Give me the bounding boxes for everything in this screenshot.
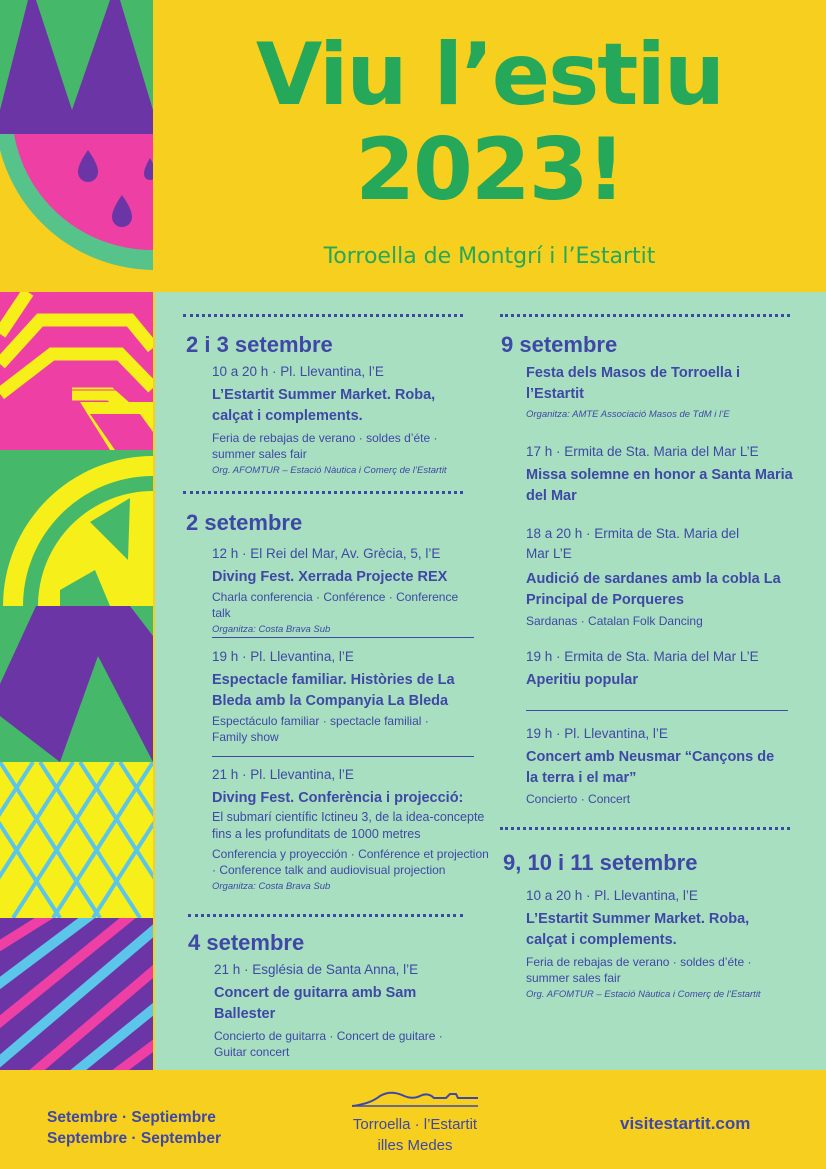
- event-title: Missa solemne en honor a Santa Maria del Mar: [526, 467, 793, 504]
- day-title: 4 setembre: [188, 930, 305, 955]
- dotted-divider: [188, 914, 463, 917]
- website-link[interactable]: visitestartit.com: [620, 1114, 751, 1133]
- event-organizer: Org. AFOMTUR – Estació Nàutica i Comerç de l’Estartit: [526, 989, 761, 1000]
- event-separator: [212, 637, 474, 638]
- event-title: Audició de sardanes amb la cobla La Principal de Porqueres: [526, 571, 781, 608]
- event-time: 19 h · Ermita de Sta. Maria del Mar L’E: [526, 649, 759, 664]
- event-item: [212, 649, 487, 745]
- decorative-strip: [0, 0, 153, 1070]
- poster-footer: [0, 1070, 826, 1169]
- dotted-divider: [500, 827, 790, 830]
- event-organizer: Organitza: AMTE Associació Masos de TdM i l’E: [526, 409, 730, 420]
- day-title: 2 i 3 setembre: [186, 332, 333, 357]
- event-organizer: Organitza: Costa Brava Sub: [212, 881, 331, 892]
- day-title: 9 setembre: [501, 332, 618, 357]
- event-time: 19 h · Pl. Llevantina, l’E: [526, 726, 668, 741]
- striped-umbrella-illustration: [0, 292, 153, 450]
- day-title: 9, 10 i 11 setembre: [503, 850, 698, 875]
- logo-line-1: Torroella · l’Estartit: [352, 1116, 478, 1133]
- event-item: [212, 546, 474, 635]
- event-title: Diving Fest. Conferència i projecció:: [212, 790, 464, 806]
- dotted-divider: [183, 314, 463, 317]
- event-organizer: Org. AFOMTUR – Estació Nàutica i Comerç de l’Estartit: [212, 465, 447, 476]
- event-description: Feria de rebajas de verano · soldes d’éte · summer sales fair: [526, 955, 752, 985]
- town-logo: [300, 1086, 530, 1156]
- event-item: [526, 888, 791, 1000]
- title-line-1: Viu l’estiu: [255, 25, 724, 125]
- title-line-2: 2023!: [355, 120, 624, 220]
- event-item: [526, 363, 786, 420]
- mountain-logo-icon: [350, 1086, 480, 1108]
- event-time: 10 a 20 h · Pl. Llevantina, l’E: [212, 364, 384, 379]
- dotted-divider: [500, 314, 790, 317]
- event-description: Espectáculo familiar · spectacle familial · Family show: [212, 714, 429, 744]
- event-time: 19 h · Pl. Llevantina, l’E: [212, 649, 354, 664]
- event-title: Espectacle familiar. Històries de La Bleda amb la Companyia La Bleda: [212, 672, 455, 709]
- event-description: Feria de rebajas de verano · soldes d’éte · summer sales fair: [212, 431, 438, 461]
- event-title: Aperitiu popular: [526, 672, 638, 688]
- event-description: Concierto · Concert: [526, 792, 631, 806]
- footer-months: [47, 1107, 221, 1149]
- months-line-1: Setembre · Septiembre: [47, 1109, 216, 1126]
- event-item: [526, 524, 796, 629]
- lemon-illustration: [0, 450, 153, 606]
- event-time: 10 a 20 h · Pl. Llevantina, l’E: [526, 888, 698, 903]
- event-item: [526, 444, 796, 507]
- event-description: Charla conferencia · Conférence · Conference talk: [212, 590, 459, 620]
- event-time: 12 h · El Rei del Mar, Av. Grècia, 5, l’E: [212, 546, 441, 561]
- poster-header: [153, 0, 826, 292]
- poster-title: [153, 25, 826, 220]
- event-title: Concert de guitarra amb Sam Ballester: [214, 985, 417, 1022]
- event-item: [212, 364, 467, 476]
- event-time: 17 h · Ermita de Sta. Maria del Mar L’E: [526, 444, 759, 459]
- event-time: 21 h · Pl. Llevantina, l’E: [212, 767, 354, 782]
- event-separator: [526, 710, 788, 711]
- event-item: [526, 726, 788, 807]
- months-line-2: Septembre · September: [47, 1130, 221, 1147]
- event-body: El submarí científic Ictineu 3, de la idea-concepte fins a les profunditats de 1000 metres: [212, 810, 485, 841]
- event-separator: [212, 756, 474, 757]
- event-title: Festa dels Masos de Torroella i l’Estartit: [526, 365, 741, 402]
- event-organizer: Organitza: Costa Brava Sub: [212, 624, 331, 635]
- logo-line-2: illes Medes: [377, 1137, 453, 1154]
- event-item: [214, 962, 464, 1060]
- event-title: Concert amb Neusmar “Cançons de la terra i el mar”: [526, 749, 775, 786]
- event-title: L’Estartit Summer Market. Roba, calçat i complements.: [212, 387, 436, 424]
- event-title: L’Estartit Summer Market. Roba, calçat i complements.: [526, 911, 750, 948]
- program-panel: [155, 292, 826, 1070]
- event-time: 18 a 20 h · Ermita de Sta. Maria del Mar L’E: [526, 526, 740, 561]
- event-title: Diving Fest. Xerrada Projecte REX: [212, 569, 448, 585]
- poster-subtitle: Torroella de Montgrí i l’Estartit: [323, 244, 656, 269]
- event-item: [526, 649, 796, 691]
- diagonal-stripes-illustration: [0, 918, 153, 1070]
- event-description: Conferencia y proyección · Conférence et projection · Conference talk and audiovisual projection: [212, 847, 489, 877]
- event-time: 21 h · Església de Santa Anna, l’E: [214, 962, 419, 977]
- event-description: Concierto de guitarra · Concert de guitare · Guitar concert: [214, 1029, 443, 1059]
- event-description: Sardanas · Catalan Folk Dancing: [526, 614, 703, 628]
- lattice-pattern-illustration: [0, 762, 153, 918]
- dotted-divider: [183, 491, 463, 494]
- triangle-pattern-illustration: [0, 606, 153, 762]
- event-item: [212, 767, 492, 892]
- day-title: 2 setembre: [186, 510, 303, 535]
- watermelon-illustration: [0, 0, 153, 292]
